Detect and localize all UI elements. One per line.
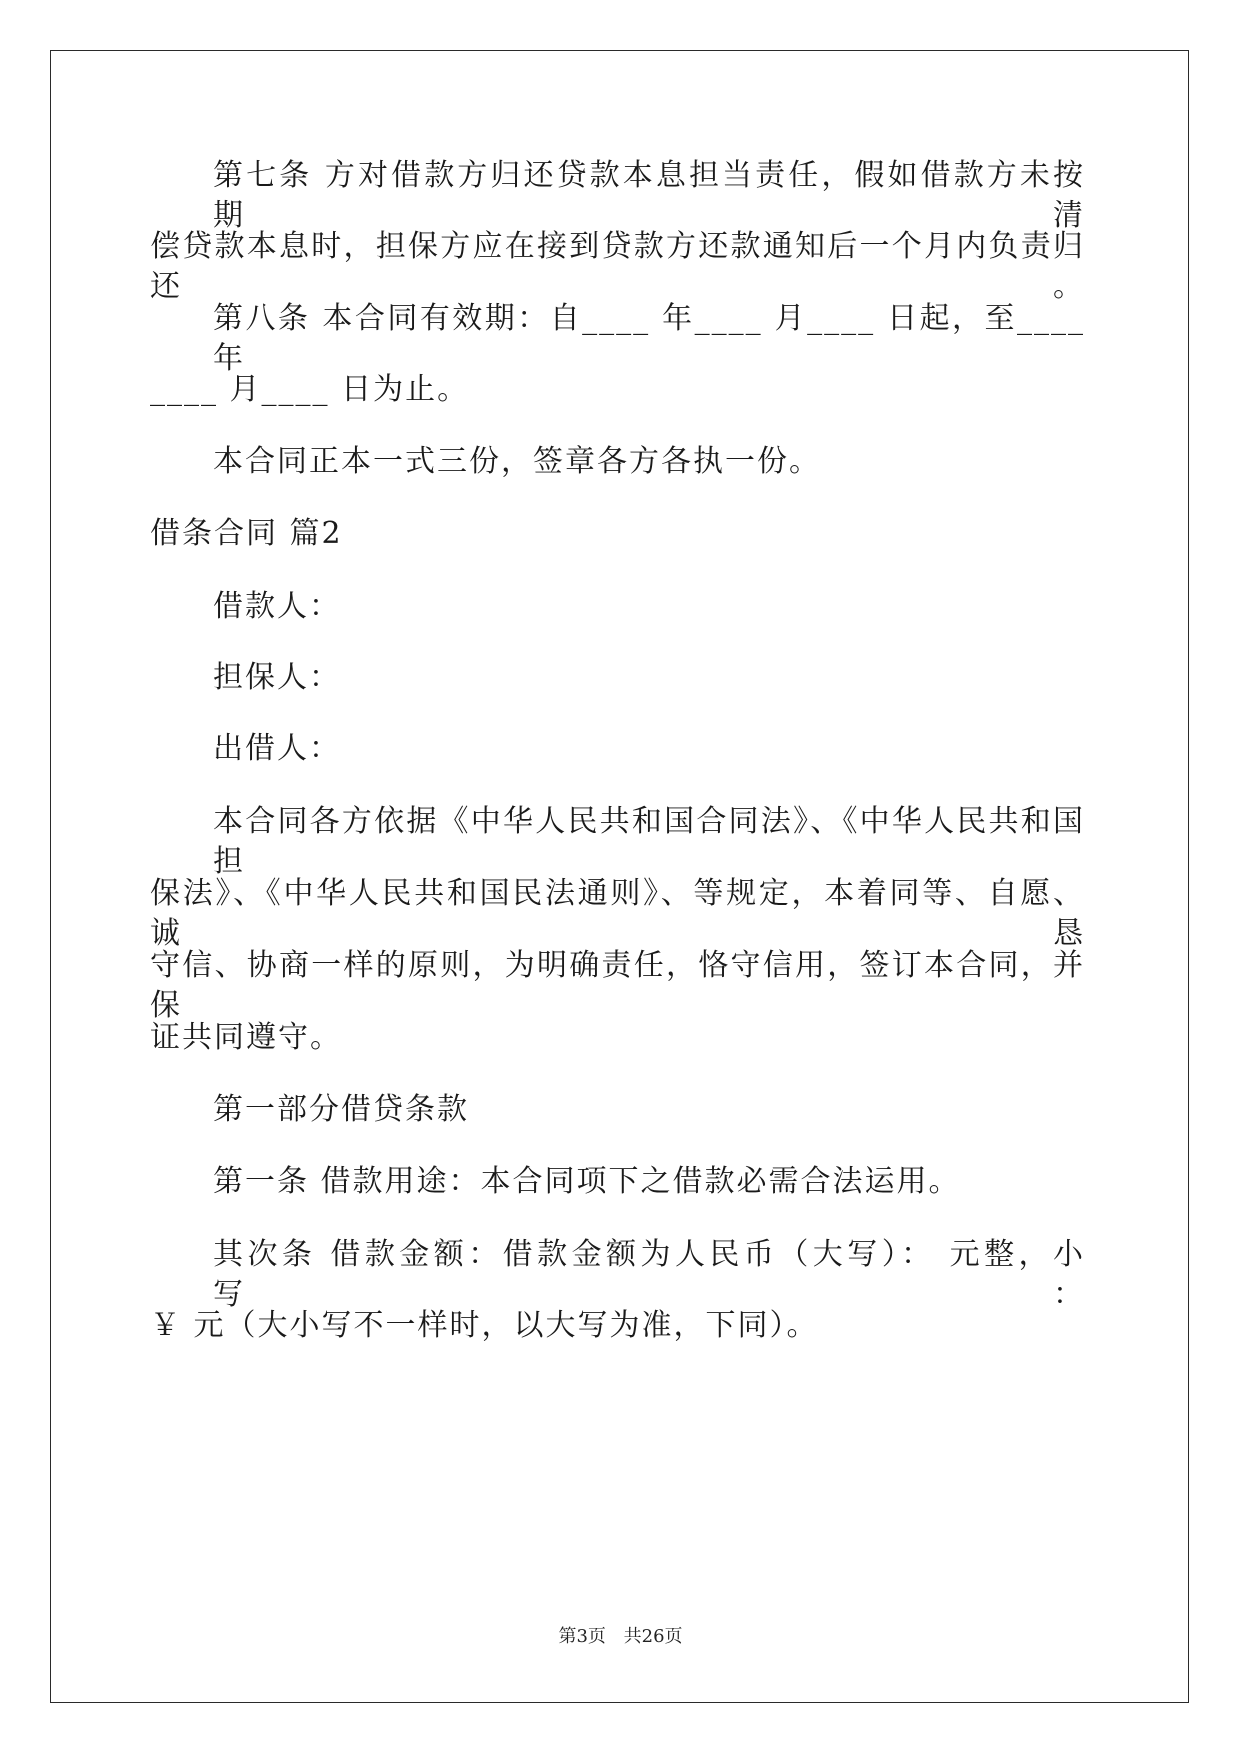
copies-clause: 本合同正本一式三份，签章各方各执一份。 (213, 444, 821, 479)
preamble-line-3: 守信、协商一样的原则，为明确责任，恪守信用，签订本合同，并保 (150, 948, 1085, 1023)
article-8-line-1: 第八条 本合同有效期：自____ 年____ 月____ 日起，至____ 年 (213, 301, 1085, 376)
article-7-line-2: 偿贷款本息时，担保方应在接到贷款方还款通知后一个月内负责归还。 (150, 229, 1085, 304)
clause-2-amount-line-2: ￥ 元（大小写不一样时，以大写为准，下同）。 (150, 1308, 819, 1343)
borrower-label: 借款人： (213, 589, 341, 624)
preamble-line-2: 保法》、《中华人民共和国民法通则》、等规定，本着同等、自愿、诚恳 (150, 876, 1085, 951)
article-8-line-2: ____ 月____ 日为止。 (150, 372, 470, 407)
page-number: 第3页 (558, 1626, 606, 1647)
page-footer (0, 1625, 1241, 1649)
page-total: 共26页 (623, 1626, 683, 1647)
guarantor-label: 担保人： (213, 660, 341, 695)
part-one-heading: 第一部分借贷条款 (213, 1092, 469, 1127)
lender-label: 出借人： (213, 731, 341, 766)
article-7-line-1: 第七条 方对借款方归还贷款本息担当责任，假如借款方未按期清 (213, 158, 1085, 233)
clause-1-purpose: 第一条 借款用途：本合同项下之借款必需合法运用。 (213, 1164, 961, 1199)
section-heading: 借条合同 篇2 (150, 516, 343, 551)
clause-2-amount-line-1: 其次条 借款金额：借款金额为人民币（大写）： 元整，小写： (213, 1237, 1085, 1312)
preamble-line-1: 本合同各方依据《中华人民共和国合同法》、《中华人民共和国担 (213, 804, 1085, 879)
preamble-line-4: 证共同遵守。 (150, 1020, 342, 1055)
